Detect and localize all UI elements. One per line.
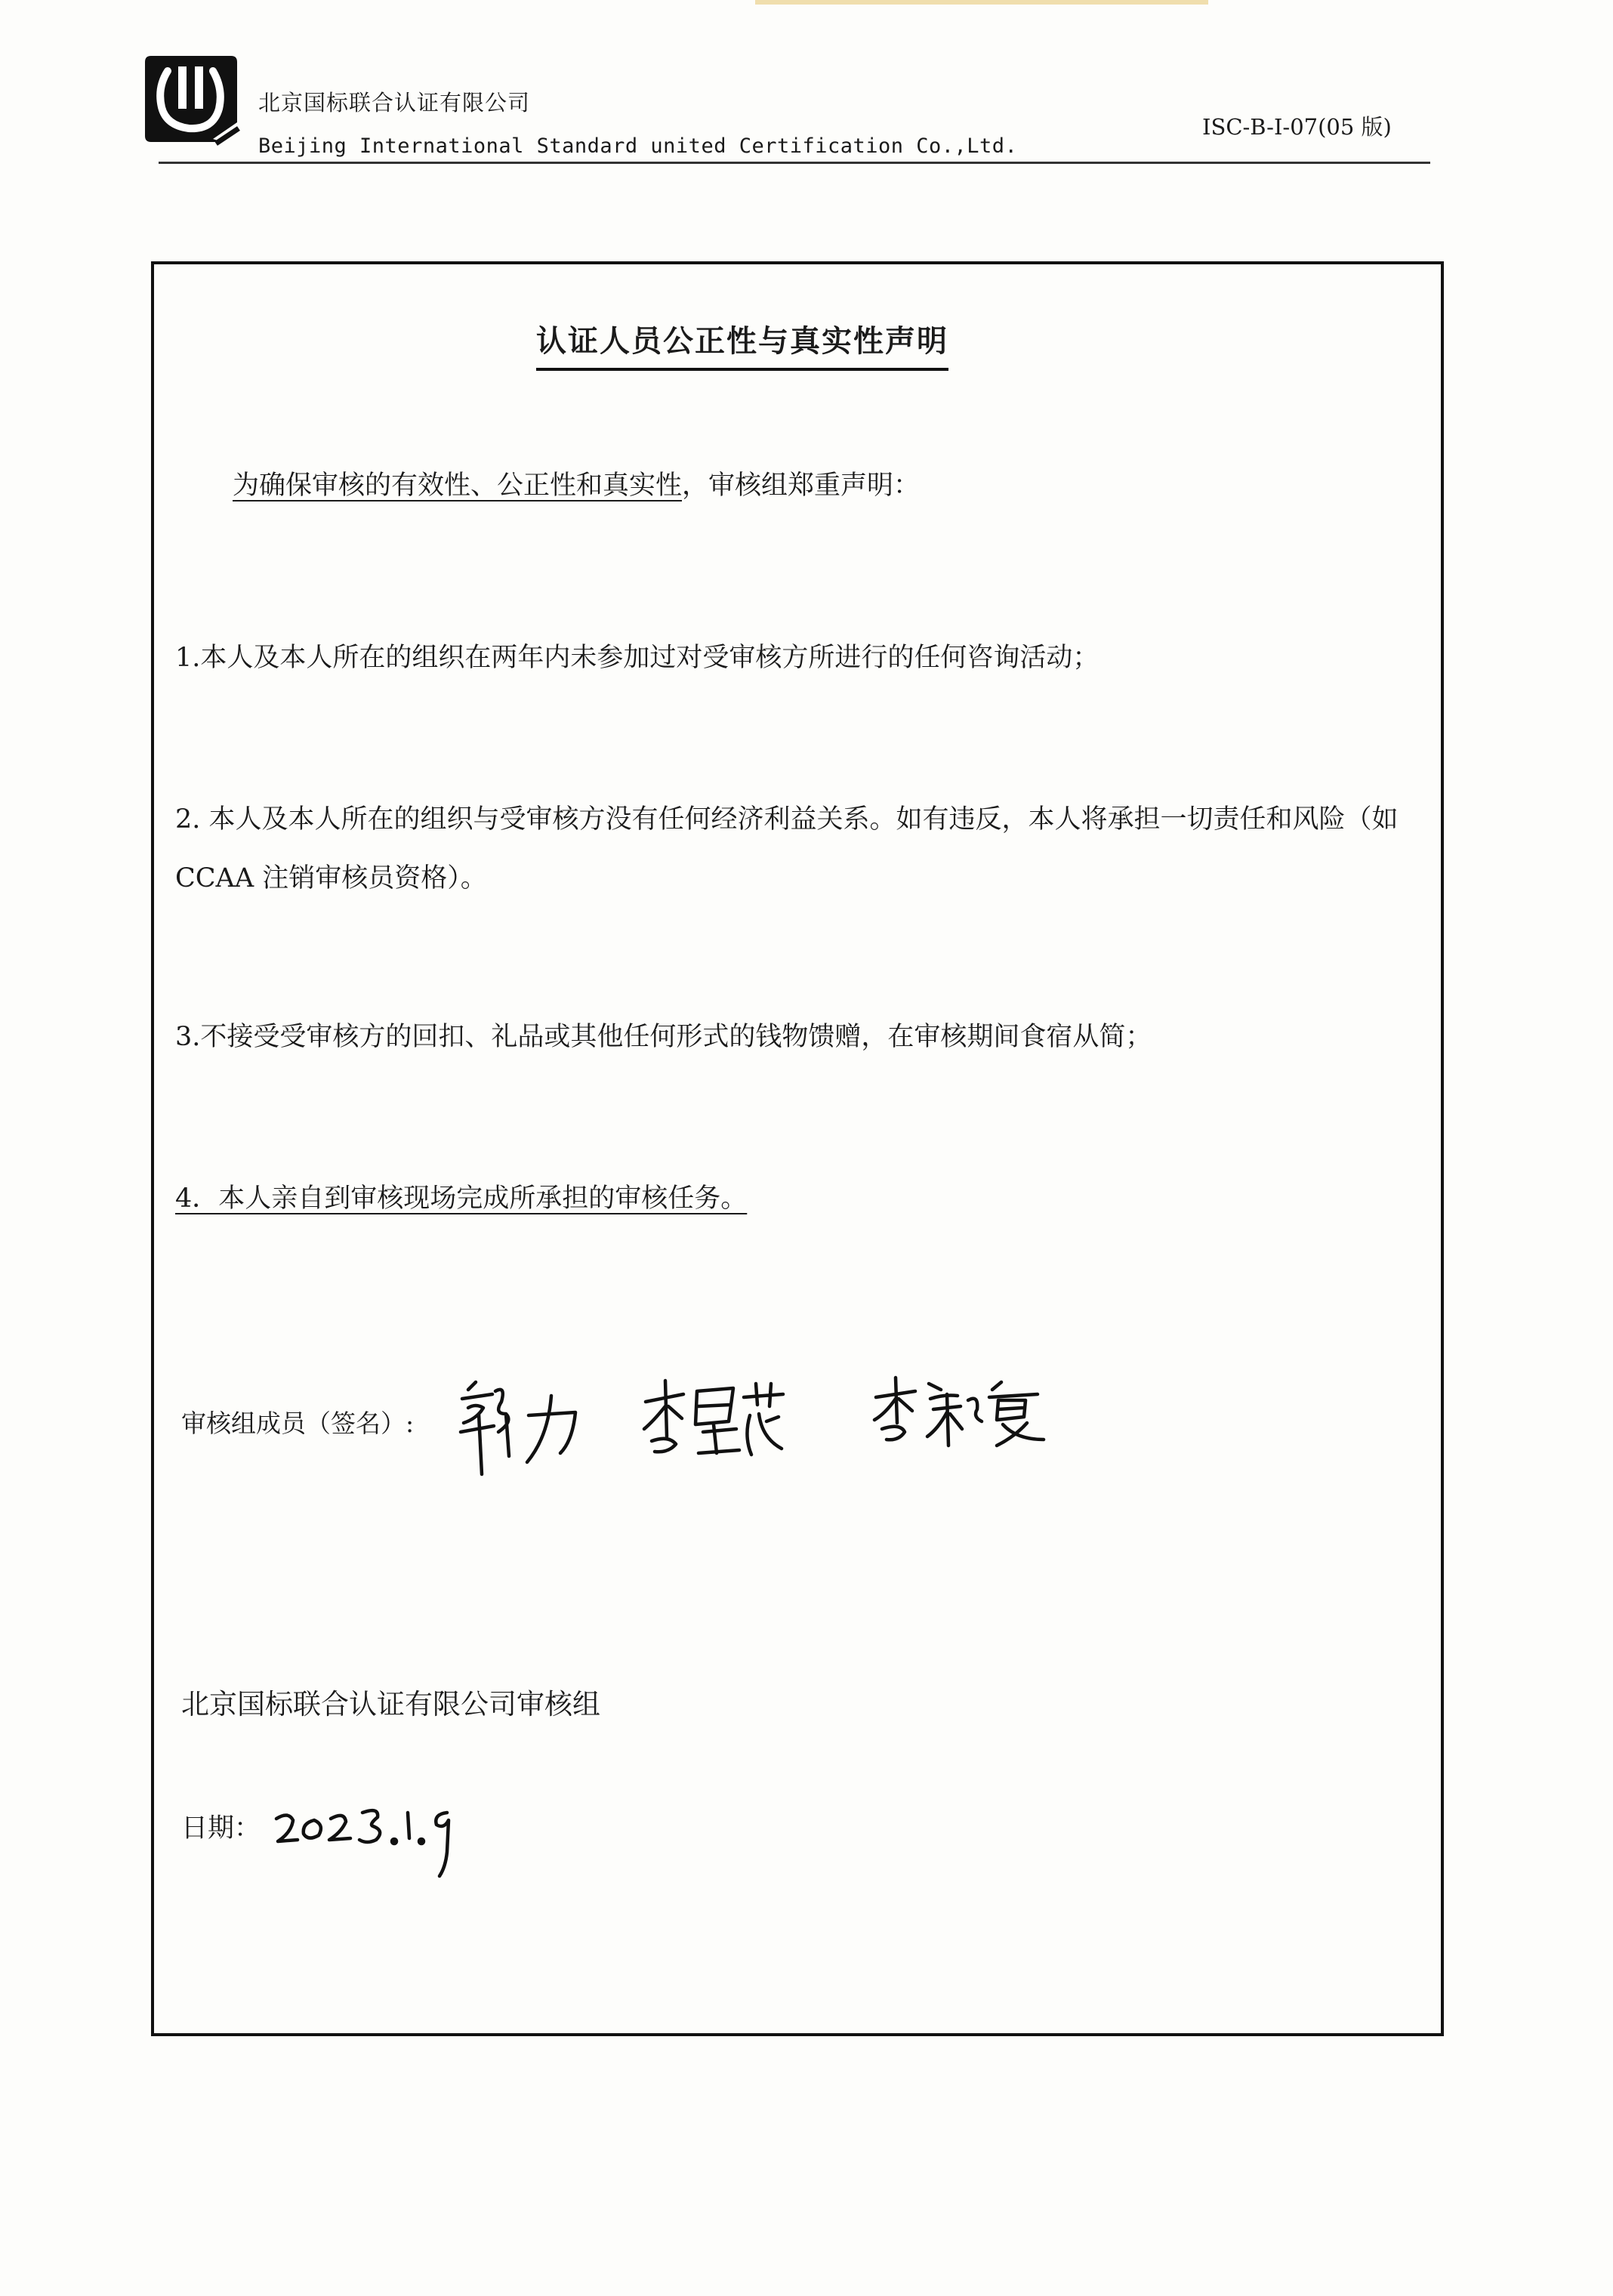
signature-label: 审核组成员（签名）:: [181, 1409, 415, 1438]
intro-rest: ，审核组郑重声明：: [682, 471, 921, 501]
date-label: 日期：: [181, 1813, 261, 1844]
intro-paragraph: [233, 456, 920, 515]
statement-item-2: 2. 本人及本人所在的组织与受审核方没有任何经济利益关系。如有违反，本人将承担一切责任和风险（如 CCAA 注销审核员资格）。: [175, 804, 1399, 893]
handwritten-signature-2: [638, 1369, 789, 1467]
company-logo-icon: [140, 50, 242, 156]
audit-team-organization: 北京国标联合认证有限公司审核组: [181, 1688, 600, 1720]
statement-item-4: 4．本人亲自到审核现场完成所承担的审核任务。: [175, 1183, 748, 1214]
document-title: 认证人员公正性与真实性声明: [536, 317, 948, 371]
company-name-english: Beijing International Standard united Certification Co.,Ltd.: [258, 134, 1018, 158]
document-code: ISC-B-I-07(05 版): [1202, 114, 1392, 140]
statement-item-3: 3.不接受受审核方的回扣、礼品或其他任何形式的钱物馈赠，在审核期间食宿从简；: [175, 1022, 1152, 1052]
handwritten-date: [272, 1798, 468, 1881]
intro-underlined: 为确保审核的有效性、公正性和真实性: [233, 471, 683, 501]
handwritten-signature-3: [868, 1367, 1050, 1458]
statement-frame: [151, 261, 1444, 2036]
statement-item-1: 1.本人及本人所在的组织在两年内未参加过对受审核方所进行的任何咨询活动；: [175, 643, 1099, 673]
handwritten-signature-1: [446, 1369, 581, 1482]
top-edge-strip: [755, 0, 1208, 5]
company-name-chinese: 北京国标联合认证有限公司: [258, 90, 531, 116]
header-divider: [159, 162, 1430, 164]
